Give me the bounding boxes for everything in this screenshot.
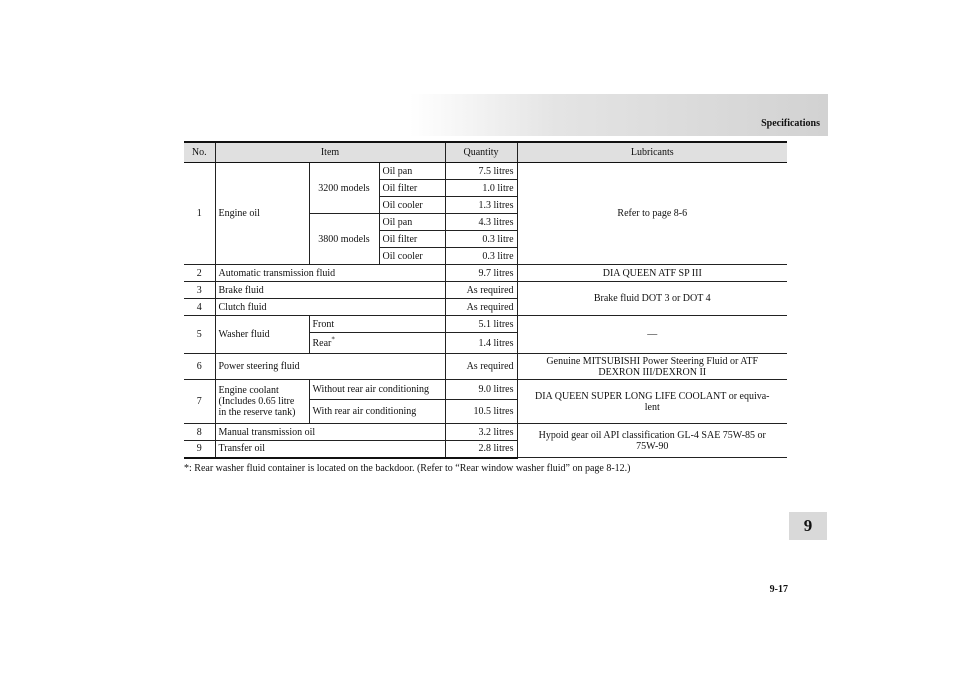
row-number: 3	[184, 282, 215, 299]
quantity: 1.0 litre	[445, 180, 517, 197]
lubricant: —	[517, 316, 787, 354]
quantity: As required	[445, 354, 517, 380]
row-number: 6	[184, 354, 215, 380]
table-row	[184, 265, 787, 282]
row-number: 5	[184, 316, 215, 354]
lubricant	[517, 380, 787, 424]
item-name: Brake fluid	[215, 282, 445, 299]
page-number: 9-17	[769, 584, 788, 595]
table-row	[184, 354, 787, 380]
quantity: 4.3 litres	[445, 214, 517, 231]
header-band	[410, 94, 828, 136]
table-row	[184, 380, 787, 400]
section-title: Specifications	[761, 118, 820, 129]
quantity: 1.3 litres	[445, 197, 517, 214]
quantity: 1.4 litres	[445, 333, 517, 354]
item-name	[215, 380, 309, 424]
quantity: 0.3 litre	[445, 231, 517, 248]
sub-item: Oil pan	[379, 163, 445, 180]
sub-item: Front	[309, 316, 445, 333]
lubricant: Refer to page 8-6	[517, 163, 787, 265]
lubricant: DIA QUEEN ATF SP III	[517, 265, 787, 282]
sub-item: Oil cooler	[379, 197, 445, 214]
lubricant-line: DIA QUEEN SUPER LONG LIFE COOLANT or equiva-	[535, 390, 770, 402]
quantity: 9.7 litres	[445, 265, 517, 282]
table-header-row	[184, 142, 787, 163]
lubricant	[517, 354, 787, 380]
quantity: As required	[445, 282, 517, 299]
footnote-mark: *	[331, 335, 335, 344]
quantity: 3.2 litres	[445, 424, 517, 441]
table-row	[184, 163, 787, 180]
sub-item: Oil filter	[379, 231, 445, 248]
specifications-table	[184, 141, 787, 459]
lubricant-line: Genuine MITSUBISHI Power Steering Fluid or ATF	[546, 355, 759, 367]
item-name: Power steering fluid	[215, 354, 445, 380]
item-line: Engine coolant	[218, 385, 279, 396]
quantity: As required	[445, 299, 517, 316]
row-number: 2	[184, 265, 215, 282]
lubricant: Brake fluid DOT 3 or DOT 4	[517, 282, 787, 316]
quantity: 2.8 litres	[445, 441, 517, 458]
quantity: 10.5 litres	[445, 400, 517, 424]
quantity: 9.0 litres	[445, 380, 517, 400]
item-name: Manual transmission oil	[215, 424, 445, 441]
column-header-lubricants: Lubricants	[517, 142, 787, 163]
sub-item-label: Rear	[312, 337, 332, 349]
quantity: 0.3 litre	[445, 248, 517, 265]
column-header-quantity: Quantity	[445, 142, 517, 163]
sub-item: Oil pan	[379, 214, 445, 231]
sub-item: Oil filter	[379, 180, 445, 197]
item-name: Automatic transmission fluid	[215, 265, 445, 282]
row-number: 1	[184, 163, 215, 265]
column-header-item: Item	[215, 142, 445, 163]
item-name: Engine oil	[215, 163, 309, 265]
quantity: 5.1 litres	[445, 316, 517, 333]
row-number: 7	[184, 380, 215, 424]
sub-item: With rear air conditioning	[309, 400, 445, 424]
row-number: 8	[184, 424, 215, 441]
sub-item	[309, 333, 445, 354]
engine-model-label: 3200 models	[309, 163, 379, 214]
lubricant-line: Hypoid gear oil API classification GL-4 SAE 75W-85 or	[538, 429, 766, 441]
lubricant-line: DEXRON III/DEXRON II	[598, 366, 707, 378]
row-number: 4	[184, 299, 215, 316]
footnote: *: Rear washer fluid container is located on the backdoor. (Refer to “Rear window washer fluid” on page 8-12.)	[184, 463, 631, 474]
lubricant-line: 75W-90	[636, 440, 669, 452]
table-row	[184, 424, 787, 441]
sub-item: Without rear air conditioning	[309, 380, 445, 400]
table-row	[184, 316, 787, 333]
item-name: Washer fluid	[215, 316, 309, 354]
lubricant-line: lent	[644, 401, 660, 413]
row-number: 9	[184, 441, 215, 458]
item-line: in the reserve tank)	[218, 407, 296, 418]
column-header-no: No.	[184, 142, 215, 163]
item-line: (Includes 0.65 litre	[218, 396, 295, 407]
item-name: Clutch fluid	[215, 299, 445, 316]
chapter-tab: 9	[789, 512, 827, 540]
item-name: Transfer oil	[215, 441, 445, 458]
sub-item: Oil cooler	[379, 248, 445, 265]
lubricant	[517, 424, 787, 458]
quantity: 7.5 litres	[445, 163, 517, 180]
engine-model-label: 3800 models	[309, 214, 379, 265]
table-row	[184, 282, 787, 299]
